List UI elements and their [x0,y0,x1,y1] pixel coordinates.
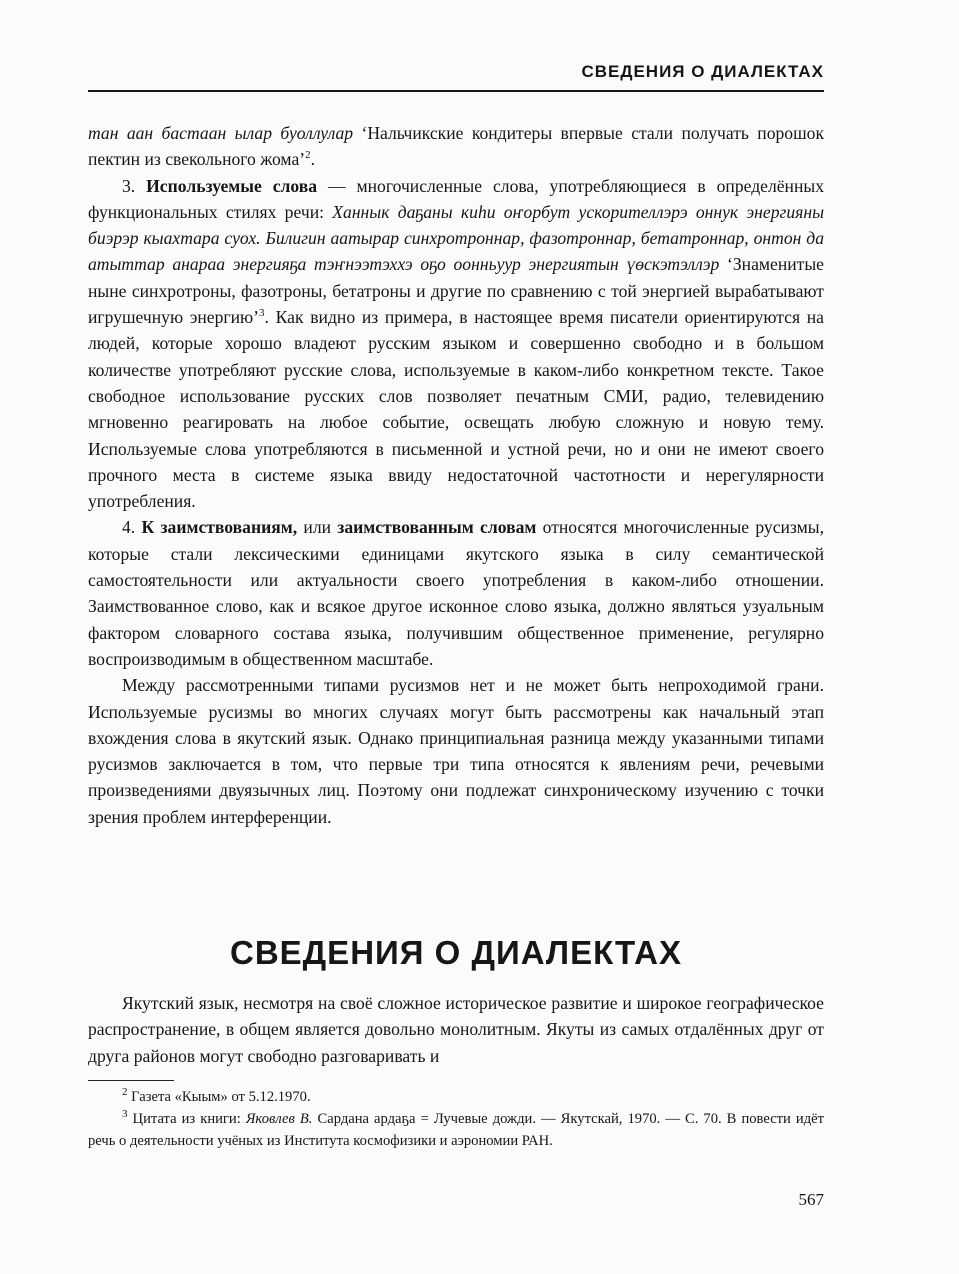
footnote-text: Сардана ардаҕа = Лучевые дожди. — Якутскай, 1970. — С. 70. В повести идёт речь о деятельности учёных из Института космофизики и аэрономии РАН. [88,1111,824,1149]
paragraph-1 [88,120,824,173]
footnote-ref-2: 2 [305,149,311,162]
footnote-divider [88,1080,174,1081]
page-number: 567 [798,1190,824,1209]
list-number: 3. [122,175,147,196]
section-paragraph-1: Якутский язык, несмотря на своё сложное историческое развитие и широкое географическое распространение, в общем является довольно монолитным. Якуты из самых отдалённых друг от друга районов могут свободно разговаривать и [88,993,824,1066]
connector: или [297,517,338,538]
paragraph-end: . [310,149,316,170]
footnote-ref-3: 3 [259,307,265,320]
footnote-3 [88,1108,824,1152]
paragraph-text: . Как видно из примера, в настоящее время писатели ориентируются на людей, которые хорошо владеют русским языком и совершенно свободно и в большом количестве употребляют русские слова, используемые в каком-либо конкретном тексте. Такое свободное использование русских слов позволяет печатным СМИ, радио, телевидению мгновенно реагировать на любое событие, освещать любую сложную и новую тему. Используемые слова употребляются в письменной и устной речи, но и они не имеют своего прочного места в системе языка ввиду недостаточной частотности и нерегулярности употребления. [88,307,824,512]
paragraph-text: относятся многочисленные русизмы, которые стали лексическими единицами якутского языка в силу семантической самостоятельности или актуальности своего употребления в каком-либо отношении. Заимствованное слово, как и всякое другое исконное слово языка, должно являться узуальным фактором словарного состава языка, получившим общественное применение, регулярно воспроизводимым в общественном масштабе. [88,517,824,669]
paragraph-text: — многочисленные слова, употребляющиеся в определённых функциональных стилях речи: [88,175,825,222]
section-body [88,990,824,1069]
yakut-quote: Ханнык даҕаны киһи оҥорбут ускорителлэрэ оннук энергияны биэрэр кыахтара суох. Билигин аатырар синхротроннар, фазотроннар, бетатроннар, онтон да атыттар анараа энергияҕа тэҥнээтэххэ оҕо оонньуур энергиятын үөскэтэллэр [88,201,824,275]
running-header: СВЕДЕНИЯ О ДИАЛЕКТАХ [88,62,824,92]
yakut-quote: тан аан бастаан ылар буоллулар [88,123,354,143]
footnote-author: Яковлев В. [245,1111,313,1127]
paragraph-3 [88,514,824,672]
section-title: СВЕДЕНИЯ О ДИАЛЕКТАХ [230,934,682,971]
footnotes [88,1086,824,1152]
footnote-mark: 3 [122,1108,128,1121]
paragraph-text: ‘Нальчикские кондитеры впервые стали получать порошок пектин из свекольного жома’ [88,123,824,170]
list-number: 4. [122,517,142,538]
translation: ‘Знаменитые ныне синхротроны, фазотроны, бетатроны и другие по сравнению с той энергией вырабатывают игрушечную энергию’ [88,254,824,328]
paragraph-2 [88,173,824,515]
footnote-mark: 2 [122,1086,128,1099]
footnote-2 [88,1086,824,1108]
paragraph-4: Между рассмотренными типами русизмов нет и не может быть непроходимой грани. Используемые русизмы во многих случаях могут быть рассмотрены как начальный этап вхождения слова в якутский язык. Однако принципиальная разница между указанными типами русизмов заключается в том, что первые три типа относятся к явлениям речи, речевыми произведениями двуязычных лиц. Поэтому они подлежат синхроническому изучению с точки зрения проблем интерференции. [88,675,824,827]
term-borrowings: К заимствованиям, [141,517,298,538]
footnote-text: Цитата из книги: [127,1111,246,1127]
term-borrowed-words: заимствованным словам [337,517,537,538]
body-text [88,120,824,830]
footnote-text: Газета «Кыым» от 5.12.1970. [127,1089,311,1105]
term-used-words: Используемые слова [146,175,318,196]
